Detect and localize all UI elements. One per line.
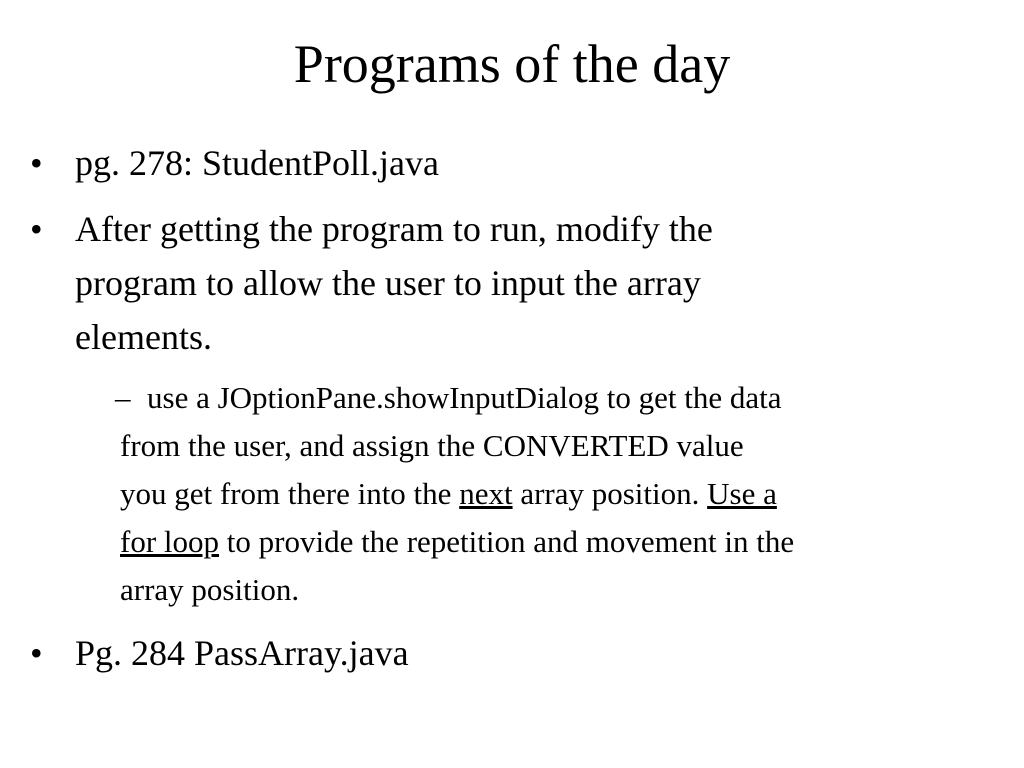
sub-line-text: you get from there into the — [120, 476, 460, 511]
sub-bullet-text — [120, 374, 1000, 614]
bullet-text — [75, 202, 945, 364]
bullet-line: elements. — [75, 317, 212, 357]
sub-line-text: from the user, and assign the CONVERTED value — [120, 428, 744, 463]
underlined-next: next — [459, 476, 513, 511]
bullet-line: After getting the program to run, modify the — [75, 209, 713, 249]
sub-bullet-glyph: – — [115, 380, 131, 415]
slide-title: Programs of the day — [293, 34, 731, 94]
bullet-glyph: • — [30, 143, 43, 183]
sub-line-2 — [120, 422, 1000, 470]
sub-line-3 — [120, 470, 1000, 518]
underlined-use-a: Use a — [707, 476, 777, 511]
sub-line-text: use a JOptionPane.showInputDialog to get the data — [147, 380, 782, 415]
sub-line-text: array position. — [120, 572, 300, 607]
sub-line-1 — [120, 374, 1000, 422]
bullet-text: Pg. 284 PassArray.java — [75, 633, 409, 673]
sub-line-5 — [120, 566, 1000, 614]
bullet-glyph: • — [30, 209, 43, 249]
bullet-glyph: • — [30, 633, 43, 673]
bullet-line: program to allow the user to input the array — [75, 263, 701, 303]
sub-line-4 — [120, 518, 1000, 566]
sub-line-text: to provide the repetition and movement in the — [219, 524, 795, 559]
underlined-for-loop: for loop — [120, 524, 220, 559]
sub-line-text: array position. — [512, 476, 708, 511]
bullet-text: pg. 278: StudentPoll.java — [75, 143, 439, 183]
